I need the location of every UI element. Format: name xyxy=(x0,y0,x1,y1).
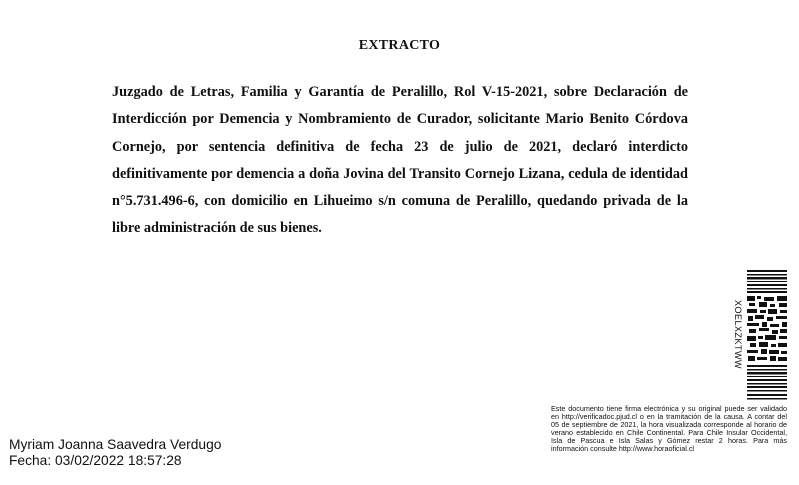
extract-body: Juzgado de Letras, Familia y Garantía de Peralillo, Rol V-15-2021, sobre Declaración de Interdicción por Demencia y Nombramiento de Curador, solicitante Mario Benito Córdova Cornejo, por sentencia definitiva de fecha 23 de julio de 2021, declaró interdicto definitivamente por demencia a doña Jovina del Transito Cornejo Lizana, cedula de identidad n°5.731.496-6, con domicilio en Lihueimo s/n comuna de Peralillo, quedando privada de la libre administración de sus bienes. xyxy=(112,84,688,237)
signature-date: Fecha: 03/02/2022 18:57:28 xyxy=(9,453,182,468)
verification-code: XOELXZKTWW xyxy=(733,300,743,370)
barcode-qr-icon xyxy=(729,270,789,400)
signature-block xyxy=(9,437,221,469)
electronic-signature-notice: Este documento tiene firma electrónica y su original puede ser validado en http://verificadoc.pjud.cl o en la tramitación de la causa. A contar del 05 de septiembre de 2021, la hora visualizada corresponde al horario de verano establecido en Chile Continental. Para Chile Insular Occidental, Isla de Pascua e Isla Salas y Gómez restar 2 horas. Para más información consulte http://www.horaoficial.cl xyxy=(551,404,787,453)
signer-name: Myriam Joanna Saavedra Verdugo xyxy=(9,437,222,452)
document-title: EXTRACTO xyxy=(358,38,441,53)
